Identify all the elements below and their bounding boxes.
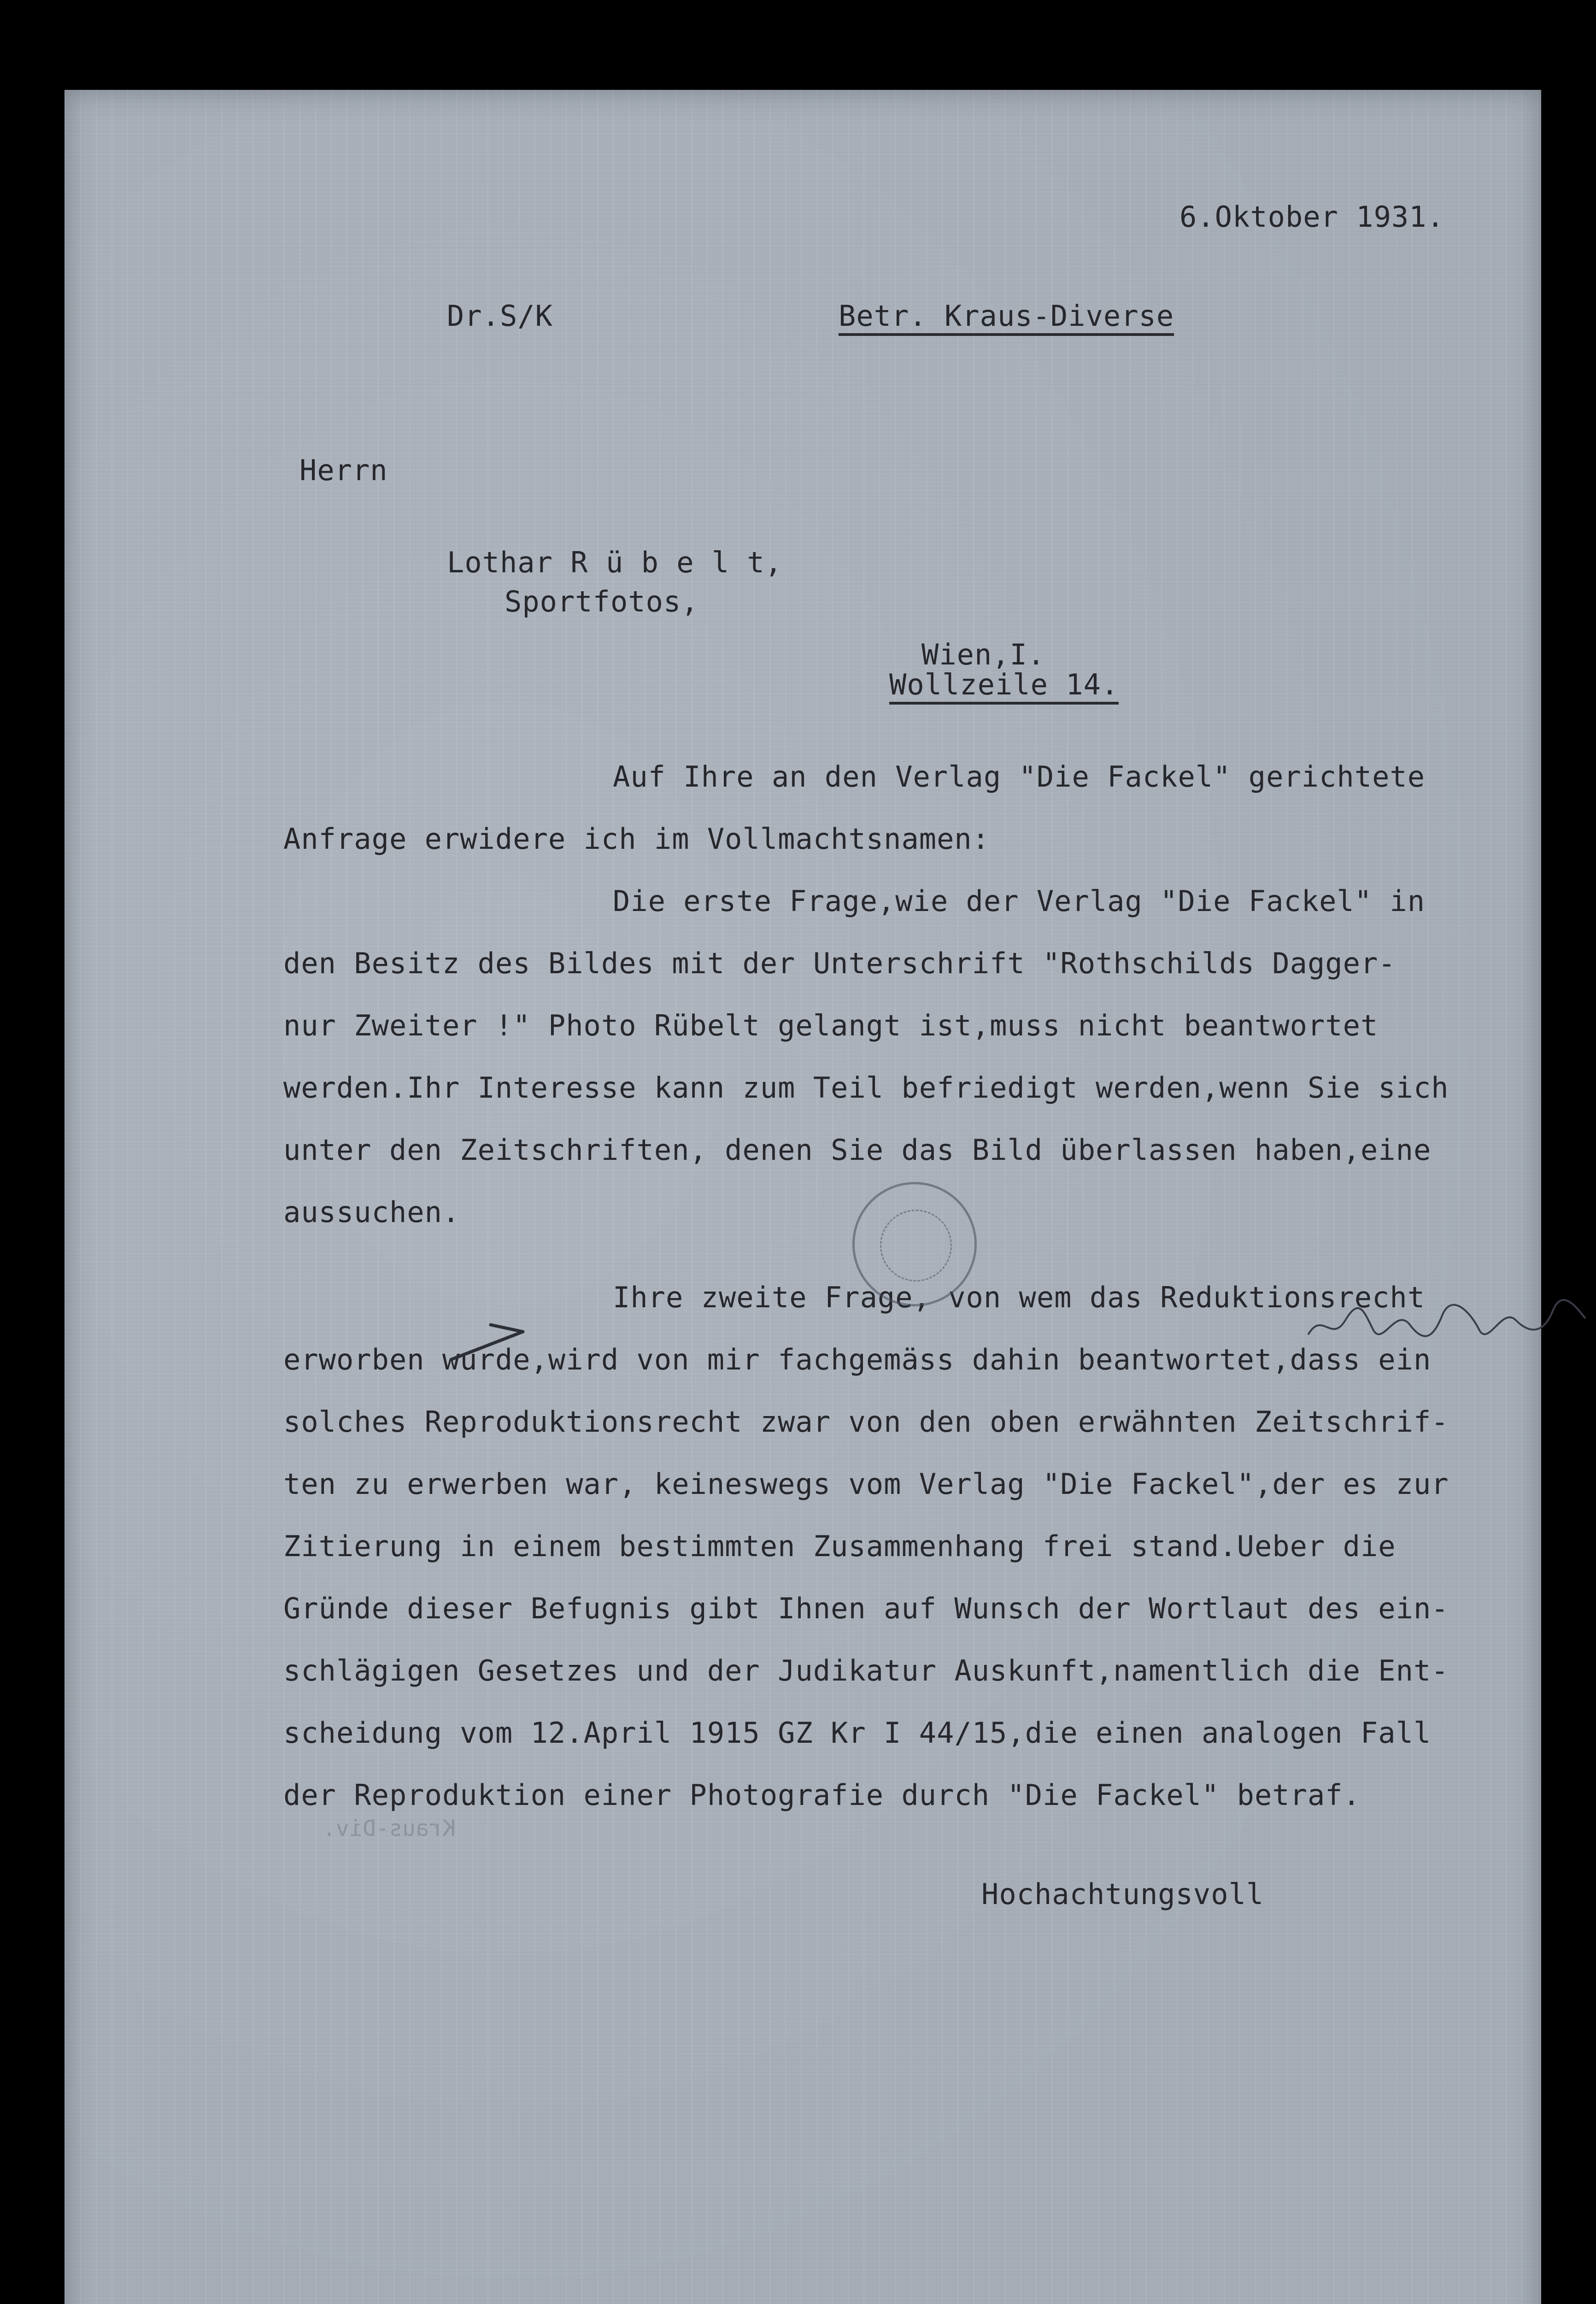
body-line: ten zu erwerben war, keineswegs vom Verlag "Die Fackel",der es zur — [283, 1467, 1449, 1501]
subject-line: Betr. Kraus-Diverse — [839, 302, 1174, 336]
recipient-name: Lothar R ü b e l t, — [447, 546, 783, 579]
body-line: erworben wurde,wird von mir fachgemäss dahin beantwortet,dass ein — [283, 1343, 1432, 1376]
body-line: solches Reproduktionsrecht zwar von den oben erwähnten Zeitschrif- — [283, 1405, 1449, 1439]
body-line: Auf Ihre an den Verlag "Die Fackel" gerichtete — [613, 760, 1426, 793]
letter-page — [65, 90, 1541, 2304]
body-line: schlägigen Gesetzes und der Judikatur Auskunft,namentlich die Ent- — [283, 1654, 1449, 1687]
letter-date: 6.Oktober 1931. — [1179, 200, 1444, 234]
body-line: unter den Zeitschriften, denen Sie das Bild überlassen haben,eine — [283, 1133, 1432, 1167]
archive-stamp — [852, 1182, 977, 1306]
body-line: aussuchen. — [283, 1195, 460, 1229]
body-line: Die erste Frage,wie der Verlag "Die Fackel" in — [613, 884, 1426, 918]
recipient-street: Wollzeile 14. — [889, 670, 1119, 705]
handwritten-annotation — [1304, 1293, 1590, 1352]
body-line: der Reproduktion einer Photografie durch "Die Fackel" betraf. — [283, 1778, 1361, 1812]
arrow-mark — [447, 1316, 530, 1371]
closing: Hochachtungsvoll — [981, 1877, 1264, 1911]
body-line: den Besitz des Bildes mit der Unterschrift "Rothschilds Dagger- — [283, 946, 1396, 980]
body-line: scheidung vom 12.April 1915 GZ Kr I 44/15,die einen analogen Fall — [283, 1716, 1432, 1750]
recipient-business: Sportfotos, — [505, 585, 699, 618]
body-line: werden.Ihr Interesse kann zum Teil befriedigt werden,wenn Sie sich — [283, 1071, 1449, 1105]
body-line: Ihre zweite Frage, von wem das Reduktionsrecht — [613, 1281, 1426, 1314]
bleed-through-text: Kraus-Div. — [323, 1816, 456, 1841]
reference-code: Dr.S/K — [447, 299, 553, 333]
recipient-city: Wien,I. — [921, 638, 1045, 671]
body-line: Anfrage erwidere ich im Vollmachtsnamen: — [283, 822, 990, 856]
body-line: nur Zweiter !" Photo Rübelt gelangt ist,muss nicht beantwortet — [283, 1009, 1379, 1042]
salutation: Herrn — [299, 453, 388, 487]
body-line: Gründe dieser Befugnis gibt Ihnen auf Wunsch der Wortlaut des ein- — [283, 1592, 1449, 1625]
body-line: Zitierung in einem bestimmten Zusammenhang frei stand.Ueber die — [283, 1529, 1396, 1563]
stamp-inner-ring — [880, 1210, 952, 1281]
